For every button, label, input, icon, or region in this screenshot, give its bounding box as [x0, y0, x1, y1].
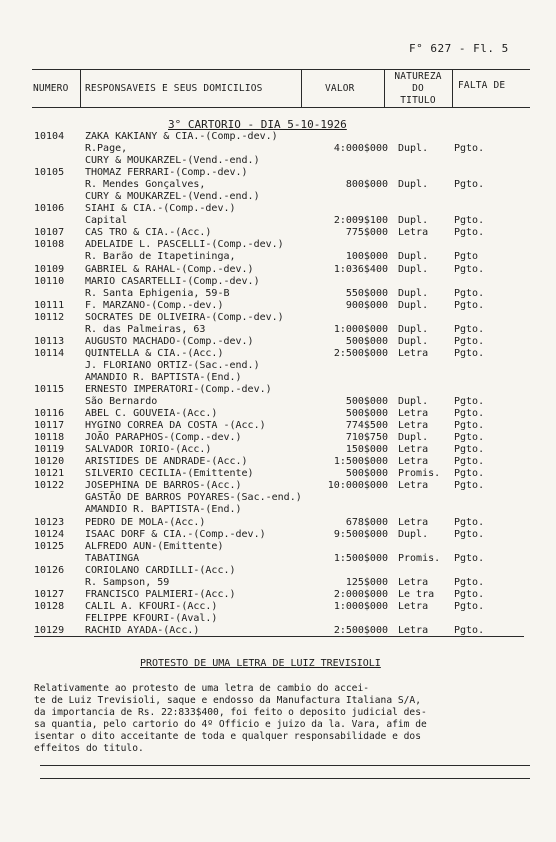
entry-number: 10105 — [34, 167, 65, 179]
entry-responsible: CAS TRO & CIA.-(Acc.) — [85, 227, 212, 239]
entry-nature: Dupl. — [398, 299, 429, 311]
table-row — [0, 227, 556, 239]
entry-nature: Dupl. — [398, 396, 429, 408]
entry-nature: Dupl. — [398, 263, 429, 275]
entry-responsible: TABATINGA — [85, 552, 140, 564]
entry-number: 10125 — [34, 540, 65, 552]
entry-reason: Pgto. — [454, 179, 485, 191]
table-row — [0, 577, 556, 589]
entry-nature: Letra — [398, 420, 429, 432]
entry-responsible: J. FLORIANO ORTIZ-(Sac.-end.) — [85, 359, 260, 371]
table-row — [0, 396, 556, 408]
table-row — [0, 480, 556, 492]
entry-number: 10128 — [34, 600, 65, 612]
entry-nature: Dupl. — [398, 528, 429, 540]
entry-nature: Letra — [398, 444, 429, 456]
entry-nature: Dupl. — [398, 143, 429, 155]
table-row — [0, 348, 556, 360]
entry-responsible: AMANDIO R. BAPTISTA-(End.) — [85, 504, 242, 516]
entry-responsible: Capital — [85, 215, 128, 227]
entry-responsible: ARISTIDES DE ANDRADE-(Acc.) — [85, 456, 248, 468]
entry-reason: Pgto. — [454, 588, 485, 600]
entry-reason: Pgto. — [454, 480, 485, 492]
entry-responsible: GASTÃO DE BARROS POYARES-(Sac.-end.) — [85, 492, 302, 504]
entry-nature: Letra — [398, 480, 429, 492]
table-row — [0, 264, 556, 276]
page-number: F° 627 - Fl. 5 — [409, 42, 509, 55]
table-row — [0, 300, 556, 312]
entry-reason: Pgto — [454, 251, 479, 263]
entry-responsible: R. Sampson, 59 — [85, 576, 170, 588]
table-row — [0, 131, 556, 143]
table-row — [0, 215, 556, 227]
entry-number: 10123 — [34, 516, 65, 528]
entry-value: 550$000 — [345, 287, 388, 299]
entry-nature: Letra — [398, 347, 429, 359]
entry-value: 500$000 — [345, 396, 388, 408]
table-row — [0, 444, 556, 456]
entry-number: 10124 — [34, 528, 65, 540]
entry-reason: Pgto. — [454, 143, 485, 155]
column-divider — [301, 69, 302, 107]
entry-number: 10111 — [34, 299, 65, 311]
entry-responsible: SALVADOR IORIO-(Acc.) — [85, 444, 212, 456]
entry-responsible: São Bernardo — [85, 396, 158, 408]
table-row — [0, 468, 556, 480]
entry-nature: Promis. — [398, 468, 441, 480]
table-row — [0, 155, 556, 167]
table-row — [0, 613, 556, 625]
entry-value: 2:000$000 — [333, 588, 388, 600]
entry-responsible: ISAAC DORF & CIA.-(Comp.-dev.) — [85, 528, 266, 540]
entry-responsible: THOMAZ FERRARI-(Comp.-dev.) — [85, 167, 248, 179]
section-title: 3° CARTORIO - DIA 5-10-1926 — [168, 118, 347, 131]
header-natureza-line3: TITULO — [400, 95, 436, 106]
entry-number: 10117 — [34, 420, 65, 432]
entry-value: 2:009$100 — [333, 215, 388, 227]
entry-value: 678$000 — [345, 516, 388, 528]
entry-value: 125$000 — [345, 576, 388, 588]
entry-value: 150$000 — [345, 444, 388, 456]
entry-nature: Letra — [398, 576, 429, 588]
entry-nature: Letra — [398, 227, 429, 239]
entry-responsible: AMANDIO R. BAPTISTA-(End.) — [85, 371, 242, 383]
entry-responsible: ZAKA KAKIANY & CIA.-(Comp.-dev.) — [85, 131, 278, 142]
entry-value: 9:500$000 — [333, 528, 388, 540]
table-row — [0, 372, 556, 384]
entry-reason: Pgto. — [454, 468, 485, 480]
entry-value: 900$000 — [345, 299, 388, 311]
header-falta: FALTA DE — [458, 80, 506, 91]
entry-responsible: PEDRO DE MOLA-(Acc.) — [85, 516, 206, 528]
entry-nature: Letra — [398, 456, 429, 468]
entry-number: 10104 — [34, 131, 65, 142]
entry-value: 1:500$000 — [333, 456, 388, 468]
entry-number: 10107 — [34, 227, 65, 239]
entry-number: 10112 — [34, 311, 65, 323]
entry-reason: Pgto. — [454, 408, 485, 420]
entry-value: 2:500$000 — [333, 347, 388, 359]
entry-value: 775$000 — [345, 227, 388, 239]
column-divider — [80, 69, 81, 107]
entry-reason: Pgto. — [454, 528, 485, 540]
entry-value: 2:500$000 — [333, 624, 388, 636]
table-row — [0, 504, 556, 516]
entry-value: 1:036$400 — [333, 263, 388, 275]
header-natureza — [386, 71, 450, 107]
entry-nature: Dupl. — [398, 287, 429, 299]
entry-number: 10129 — [34, 624, 65, 636]
header-bottom-rule — [32, 107, 530, 108]
entry-responsible: JOSEPHINA DE BARROS-(Acc.) — [85, 480, 242, 492]
entry-responsible: CURY & MOUKARZEL-(Vend.-end.) — [85, 155, 260, 167]
note-title: PROTESTO DE UMA LETRA DE LUIZ TREVISIOLI — [140, 658, 381, 669]
entry-number: 10115 — [34, 383, 65, 395]
table-row — [0, 601, 556, 613]
entry-reason: Pgto. — [454, 287, 485, 299]
entry-number: 10110 — [34, 275, 65, 287]
table-row — [0, 179, 556, 191]
entry-number: 10119 — [34, 444, 65, 456]
entry-responsible: R. Santa Ephigenia, 59-B — [85, 287, 230, 299]
entry-responsible: F. MARZANO-(Comp.-dev.) — [85, 299, 224, 311]
entry-number: 10127 — [34, 588, 65, 600]
end-rule — [40, 778, 530, 779]
entry-reason: Pgto. — [454, 456, 485, 468]
entry-responsible: JOÃO PARAPHOS-(Comp.-dev.) — [85, 432, 242, 444]
entry-number: 10113 — [34, 335, 65, 347]
entry-number: 10120 — [34, 456, 65, 468]
note-line: te de Luiz Trevisioli, saque e endosso da Manufactura Italiana S/A, — [34, 695, 421, 706]
entry-value: 710$750 — [345, 432, 388, 444]
entry-nature: Letra — [398, 600, 429, 612]
entry-nature: Dupl. — [398, 432, 429, 444]
entry-responsible: CURY & MOUKARZEL-(Vend.-end.) — [85, 191, 260, 203]
entry-responsible: SIAHI & CIA.-(Comp.-dev.) — [85, 203, 236, 215]
column-divider — [384, 69, 385, 107]
entry-value: 100$000 — [345, 251, 388, 263]
entry-reason: Pgto. — [454, 600, 485, 612]
entry-number: 10108 — [34, 239, 65, 251]
entry-responsible: ABEL C. GOUVEIA-(Acc.) — [85, 408, 218, 420]
entry-value: 1:000$000 — [333, 323, 388, 335]
header-numero: NUMERO — [33, 83, 69, 94]
table-row — [0, 191, 556, 203]
table-row — [0, 312, 556, 324]
entry-responsible: FELIPPE KFOURI-(Aval.) — [85, 612, 218, 624]
entry-nature: Promis. — [398, 552, 441, 564]
note-body — [34, 683, 534, 755]
table-row — [0, 324, 556, 336]
table-row — [0, 288, 556, 300]
entry-reason: Pgto. — [454, 516, 485, 528]
entry-reason: Pgto. — [454, 552, 485, 564]
entry-responsible: CORIOLANO CARDILLI-(Acc.) — [85, 564, 236, 576]
entry-nature: Le tra — [398, 588, 435, 600]
entry-responsible: CALIL A. KFOURI-(Acc.) — [85, 600, 218, 612]
entry-nature: Dupl. — [398, 323, 429, 335]
entry-responsible: AUGUSTO MACHADO-(Comp.-dev.) — [85, 335, 254, 347]
entry-value: 10:000$000 — [327, 480, 388, 492]
entry-responsible: R. Barão de Itapetininga, — [85, 251, 236, 263]
table-row — [0, 565, 556, 577]
entry-value: 500$000 — [345, 468, 388, 480]
entry-nature: Dupl. — [398, 179, 429, 191]
entry-number: 10109 — [34, 263, 65, 275]
table-row — [0, 420, 556, 432]
header-natureza-line2: DO — [412, 83, 424, 94]
column-divider — [452, 69, 453, 107]
table-row — [0, 384, 556, 396]
entry-number: 10126 — [34, 564, 65, 576]
entry-value: 774$500 — [345, 420, 388, 432]
entry-reason: Pgto. — [454, 323, 485, 335]
entry-reason: Pgto. — [454, 576, 485, 588]
entry-reason: Pgto. — [454, 624, 485, 636]
note-line: effeitos do titulo. — [34, 743, 144, 754]
entry-nature: Dupl. — [398, 215, 429, 227]
table-row — [0, 336, 556, 348]
entry-responsible: R.Page, — [85, 143, 128, 155]
table-row — [0, 456, 556, 468]
entry-number: 10122 — [34, 480, 65, 492]
note-line: Relativamente ao protesto de uma letra de cambio do accei- — [34, 683, 370, 694]
entry-responsible: ALFREDO AUN-(Emittente) — [85, 540, 224, 552]
entry-responsible: SILVERIO CECILIA-(Emittente) — [85, 468, 254, 480]
entry-responsible: R. Mendes Gonçalves, — [85, 179, 206, 191]
entry-reason: Pgto. — [454, 335, 485, 347]
entry-number: 10114 — [34, 347, 65, 359]
table-row — [0, 432, 556, 444]
header-top-rule — [32, 69, 530, 70]
table-end-rule — [34, 636, 524, 637]
entry-responsible: R. das Palmeiras, 63 — [85, 323, 206, 335]
entry-reason: Pgto. — [454, 432, 485, 444]
table-row — [0, 167, 556, 179]
entry-responsible: HYGINO CORREA DA COSTA -(Acc.) — [85, 420, 266, 432]
entry-reason: Pgto. — [454, 420, 485, 432]
entry-responsible: FRANCISCO PALMIERI-(Acc.) — [85, 588, 236, 600]
entry-nature: Dupl. — [398, 251, 429, 263]
table-row — [0, 553, 556, 565]
entry-responsible: SOCRATES DE OLIVEIRA-(Comp.-dev.) — [85, 311, 284, 323]
note-line: da importancia de Rs. 22:833$400, foi feito o deposito judicial des- — [34, 707, 427, 718]
entry-number: 10121 — [34, 468, 65, 480]
entry-number: 10106 — [34, 203, 65, 215]
header-valor: VALOR — [325, 83, 355, 94]
entry-value: 4:000$000 — [333, 143, 388, 155]
entry-nature: Letra — [398, 624, 429, 636]
entry-responsible: QUINTELLA & CIA.-(Acc.) — [85, 347, 224, 359]
table-row — [0, 589, 556, 601]
note-line: sa quantia, pelo cartorio do 4º Officio e juizo da la. Vara, afim de — [34, 719, 427, 730]
entry-reason: Pgto. — [454, 215, 485, 227]
table-row — [0, 360, 556, 372]
end-rule — [40, 765, 530, 766]
entry-value: 1:000$000 — [333, 600, 388, 612]
entry-nature: Dupl. — [398, 335, 429, 347]
ledger-table — [0, 131, 556, 637]
entry-value: 800$000 — [345, 179, 388, 191]
entry-reason: Pgto. — [454, 444, 485, 456]
table-row — [0, 408, 556, 420]
table-row — [0, 251, 556, 263]
entry-reason: Pgto. — [454, 396, 485, 408]
entry-number: 10116 — [34, 408, 65, 420]
table-row — [0, 529, 556, 541]
entry-responsible: RACHID AYADA-(Acc.) — [85, 624, 200, 636]
entry-responsible: GABRIEL & RAHAL-(Comp.-dev.) — [85, 263, 254, 275]
entry-reason: Pgto. — [454, 227, 485, 239]
header-responsaveis: RESPONSAVEIS E SEUS DOMICILIOS — [85, 83, 263, 94]
entry-nature: Letra — [398, 408, 429, 420]
table-row — [0, 517, 556, 529]
entry-value: 500$000 — [345, 335, 388, 347]
table-row — [0, 541, 556, 553]
entry-value: 1:500$000 — [333, 552, 388, 564]
table-row — [0, 239, 556, 251]
entry-number: 10118 — [34, 432, 65, 444]
header-natureza-line1: NATUREZA — [394, 71, 442, 82]
entry-responsible: MARIO CASARTELLI-(Comp.-dev.) — [85, 275, 260, 287]
table-row — [0, 143, 556, 155]
entry-value: 500$000 — [345, 408, 388, 420]
entry-responsible: ADELAIDE L. PASCELLI-(Comp.-dev.) — [85, 239, 284, 251]
note-line: isentar o dito acceitante de toda e qualquer responsabilidade e dos — [34, 731, 421, 742]
table-row — [0, 203, 556, 215]
table-row — [0, 492, 556, 504]
entry-nature: Letra — [398, 516, 429, 528]
entry-reason: Pgto. — [454, 263, 485, 275]
entry-responsible: ERNESTO IMPERATORI-(Comp.-dev.) — [85, 383, 272, 395]
entry-reason: Pgto. — [454, 347, 485, 359]
table-row — [0, 276, 556, 288]
entry-reason: Pgto. — [454, 299, 485, 311]
